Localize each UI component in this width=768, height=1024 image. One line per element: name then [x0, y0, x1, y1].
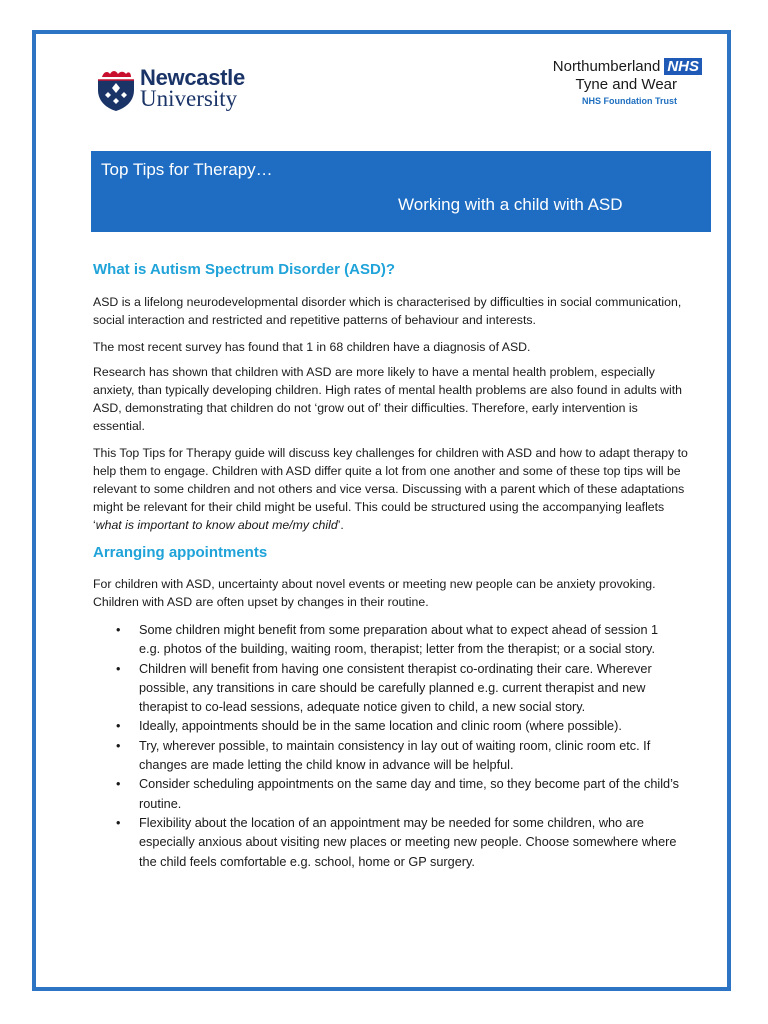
- list-item: [115, 621, 680, 660]
- list-item-text: Children will benefit from having one consistent therapist co-ordinating their care. Wherever possible, any transitions in care should be carefully planned e.g. current therapist and new therapist to co-lead sessions, adequate notice given to child, a new social story.: [139, 661, 652, 715]
- newcastle-wordmark-line1: Newcastle: [140, 65, 245, 90]
- appointment-tips-list: [115, 621, 680, 872]
- nhs-line1: [522, 58, 702, 76]
- title-banner: [91, 151, 711, 232]
- list-item: [115, 660, 680, 718]
- section-heading-appointments: Arranging appointments: [93, 544, 268, 561]
- list-item-text: Consider scheduling appointments on the same day and time, so they become part of the child’s routine.: [139, 777, 680, 811]
- list-item-text: Ideally, appointments should be in the same location and clinic room (where possible).: [139, 719, 622, 734]
- section-heading-asd: What is Autism Spectrum Disorder (ASD)?: [93, 261, 395, 278]
- list-item-text: Flexibility about the location of an appointment may be needed for some children, who are especially anxious about visiting new places or meeting new people. Choose somewhere where the child feels comfortable e.g. school, home or GP surgery.: [139, 815, 677, 869]
- bullet-icon: •: [116, 719, 121, 734]
- list-item: [115, 717, 680, 736]
- paragraph-appointments-intro: For children with ASD, uncertainty about novel events or meeting new people can be anxiety provoking. Children with ASD are often upset by changes in their routine.: [93, 577, 656, 609]
- list-item: [115, 775, 680, 814]
- paragraph-prevalence: The most recent survey has found that 1 in 68 children have a diagnosis of ASD.: [93, 340, 531, 354]
- paragraph-definition: ASD is a lifelong neurodevelopmental disorder which is characterised by difficulties in social communication, social interaction and restricted and repetitive patterns of behaviour and interests.: [93, 295, 682, 327]
- nhs-trust-name-line3: NHS Foundation Trust: [582, 96, 677, 106]
- bullet-icon: •: [116, 815, 121, 830]
- nhs-trust-logo: [522, 58, 702, 108]
- newcastle-university-logo: [96, 66, 256, 112]
- paragraph-guide-intro: [93, 444, 693, 534]
- bullet-icon: •: [116, 661, 121, 676]
- bullet-icon: •: [116, 777, 121, 792]
- list-item-text: Some children might benefit from some preparation about what to expect ahead of session 1 e.g. photos of the building, waiting room, therapist; letter from the therapist; or a social story.: [139, 623, 659, 657]
- guide-intro-end: ’.: [337, 518, 344, 532]
- guide-intro-leaflet-title: what is important to know about me/my child: [95, 518, 338, 532]
- shield-icon: [96, 66, 136, 112]
- list-item-text: Try, wherever possible, to maintain consistency in lay out of waiting room, clinic room etc. If changes are made letting the child know in advance will be helpful.: [139, 738, 651, 773]
- list-item: [115, 814, 680, 872]
- nhs-trust-name-line1: Northumberland: [552, 58, 661, 75]
- banner-subtitle: Working with a child with ASD: [398, 195, 623, 214]
- nhs-trust-name-line2: Tyne and Wear: [575, 76, 677, 93]
- list-item: [115, 737, 680, 776]
- bullet-icon: •: [116, 623, 121, 637]
- paragraph-research: Research has shown that children with ASD are more likely to have a mental health problem, especially anxiety, than typically developing children. High rates of mental health problems are also found in adults with ASD, demonstrating that children do not ‘grow out of’ their difficulties. Therefore, early intervention is essential.: [93, 365, 682, 433]
- banner-title: Top Tips for Therapy…: [101, 160, 273, 179]
- bullet-icon: •: [116, 738, 121, 753]
- guide-intro-text: This Top Tips for Therapy guide will discuss key challenges for children with ASD and how to adapt therapy to help them to engage. Children with ASD differ quite a lot from one another and some of these top tips will be relevant to some children and not others and vice versa. Discussing with a parent which of these adaptations might be relevant for their child might be useful. This could be structured using the accompanying leaflets ‘: [93, 446, 688, 532]
- nhs-badge: NHS: [664, 58, 702, 75]
- newcastle-wordmark: [140, 67, 245, 109]
- newcastle-wordmark-line2: University: [140, 86, 238, 111]
